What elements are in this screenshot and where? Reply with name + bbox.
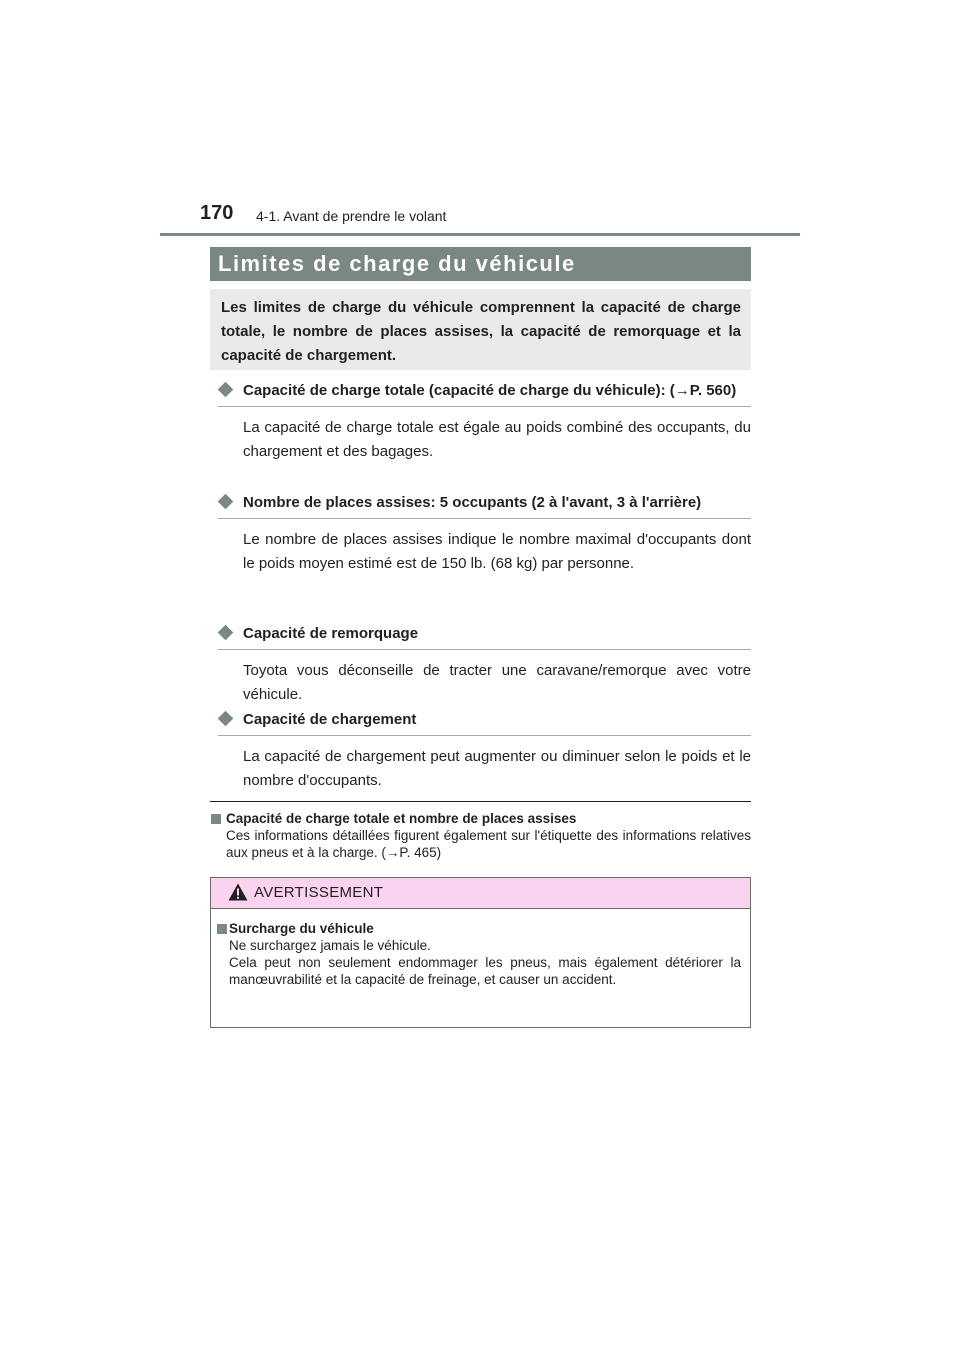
intro-box (210, 289, 751, 370)
item-heading (218, 490, 751, 519)
warning-box (210, 877, 751, 1028)
warning-triangle-icon (228, 883, 248, 901)
item-heading-text: Capacité de charge totale (capacité de charge du véhicule): (→P. 560) (243, 382, 737, 399)
warning-heading-text: Surcharge du véhicule (229, 921, 374, 936)
item-body: Le nombre de places assises indique le nombre maximal d'occupants dont le poids moyen estimé est de 150 lb. (68 kg) par personne. (243, 531, 751, 572)
note-block (210, 810, 751, 861)
item-heading-text: Capacité de remorquage (243, 625, 419, 642)
item-heading (218, 621, 751, 650)
diamond-bullet-icon (218, 625, 234, 641)
note-heading-text: Capacité de charge totale et nombre de places assises (226, 811, 577, 826)
list-item (218, 621, 751, 707)
warning-header (211, 878, 750, 909)
page-number: 170 (200, 202, 234, 224)
diamond-bullet-icon (218, 382, 234, 398)
header-divider (160, 233, 800, 236)
item-heading (218, 707, 751, 736)
square-bullet-icon (211, 814, 221, 824)
item-body: La capacité de charge totale est égale au poids combiné des occupants, du chargement et des bagages. (243, 419, 751, 460)
diamond-bullet-icon (218, 494, 234, 510)
note-body: Ces informations détaillées figurent également sur l'étiquette des informations relatives aux pneus et à la charge. (→P. 465) (226, 828, 751, 860)
list-item (218, 707, 751, 793)
item-body: La capacité de chargement peut augmenter ou diminuer selon le poids et le nombre d'occupants. (243, 748, 751, 789)
warning-heading (217, 920, 741, 937)
warning-text (217, 937, 741, 988)
section-divider (210, 801, 751, 802)
item-body: Toyota vous déconseille de tracter une caravane/remorque avec votre véhicule. (243, 662, 751, 703)
item-heading-text: Nombre de places assises: 5 occupants (2 à l'avant, 3 à l'arrière) (243, 494, 702, 511)
note-heading (210, 810, 751, 827)
diamond-bullet-icon (218, 711, 234, 727)
list-item (218, 490, 751, 576)
list-item (218, 378, 751, 464)
page-title: Limites de charge du véhicule (210, 247, 751, 281)
warning-line: Ne surchargez jamais le véhicule. (229, 938, 431, 953)
warning-line: Cela peut non seulement endommager les pneus, mais également détériorer la manœuvrabilité et la capacité de freinage, et causer un accident. (229, 955, 741, 987)
warning-title: AVERTISSEMENT (254, 884, 384, 901)
item-heading (218, 378, 751, 407)
warning-body (211, 909, 750, 988)
item-heading-text: Capacité de chargement (243, 711, 417, 728)
square-bullet-icon (217, 924, 227, 934)
intro-text: Les limites de charge du véhicule comprennent la capacité de charge totale, le nombre de places assises, la capacité de remorquage et la capacité de chargement. (221, 299, 741, 364)
section-reference: 4-1. Avant de prendre le volant (256, 208, 447, 224)
